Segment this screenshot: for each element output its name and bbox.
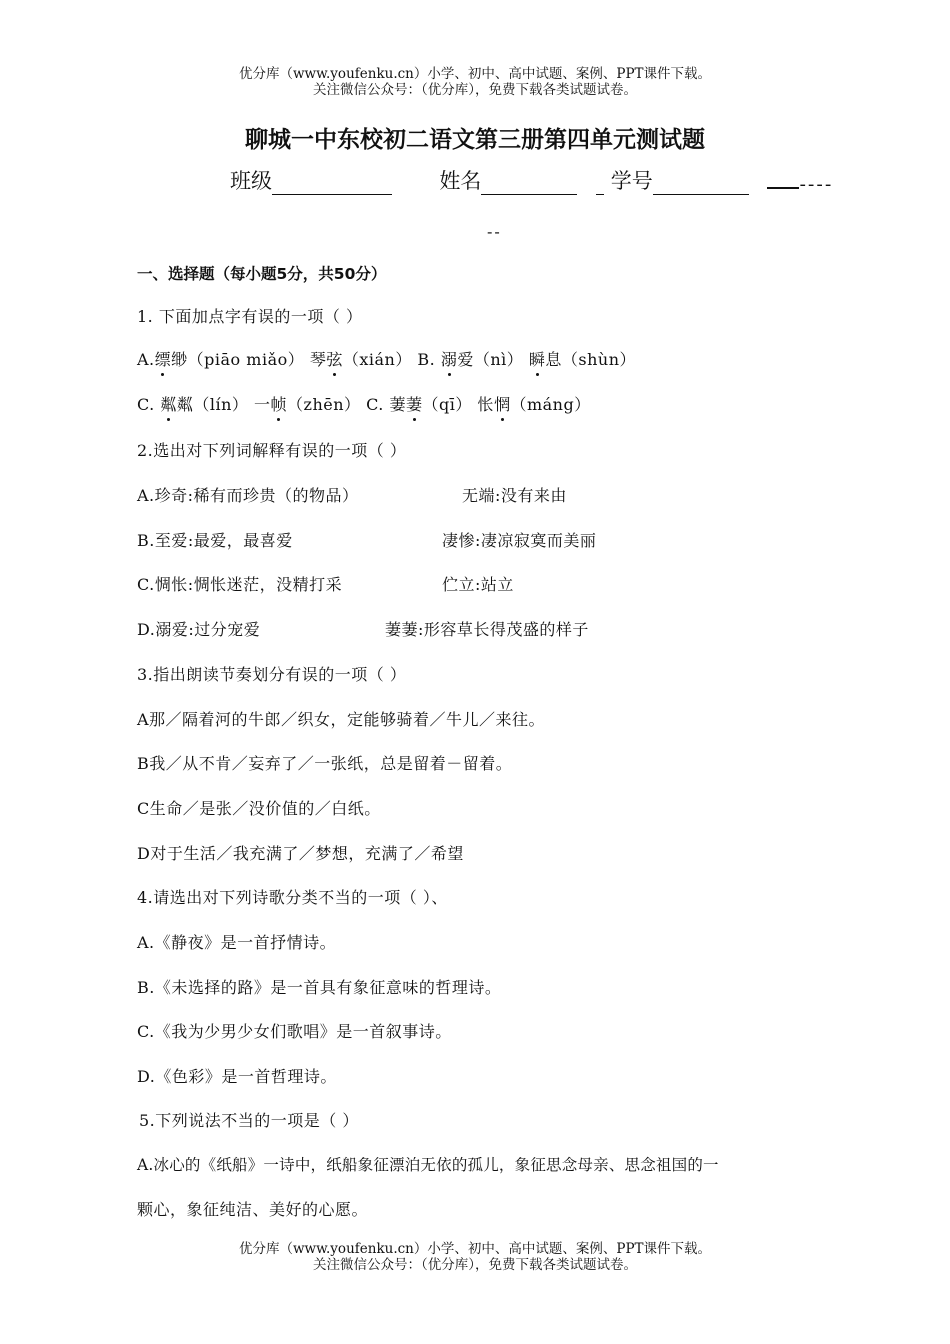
q1-text: C.	[137, 395, 161, 414]
id-label: 学号	[610, 169, 653, 193]
q2-option-a	[137, 483, 567, 506]
q1-text: （xián） B.	[342, 350, 441, 369]
q1-options-ab	[137, 347, 636, 370]
q1-text: A.	[137, 350, 155, 369]
q1-stem: 1. 下面加点字有误的一项（ ）	[137, 307, 363, 326]
q3-option-b: B我／从不肯／妄弃了／一张纸，总是留着－留着。	[137, 754, 513, 773]
header-line-1: 优分库（www.youfenku.cn）小学、初中、高中试题、案例、PPT课件下载。	[238, 66, 712, 82]
name-label: 姓名	[439, 169, 482, 193]
dotted-char: 帧	[271, 392, 288, 415]
q3-stem: 3.指出朗读节奏划分有误的一项（ ）	[137, 665, 407, 684]
dotted-char: 萋	[406, 392, 423, 415]
q4-option-c: C.《我为少男少女们歌唱》是一首叙事诗。	[137, 1022, 452, 1041]
q1-text: （máng）	[510, 395, 591, 414]
q4-option-b: B.《未选择的路》是一首具有象征意味的哲理诗。	[137, 978, 502, 997]
q5-stem: 5.下列说法不当的一项是（ ）	[139, 1111, 359, 1130]
name-field[interactable]	[481, 172, 577, 195]
class-field[interactable]	[272, 172, 392, 195]
dotted-char: 溺	[441, 347, 458, 370]
q2-a-term2: 无端:没有来由	[462, 486, 567, 505]
q1-text: 爱（nì）	[457, 350, 529, 369]
q2-c-term2: 伫立:站立	[442, 575, 514, 594]
q2-d-term: D.溺爱:过分宠爱	[137, 620, 261, 639]
class-label: 班级	[230, 169, 272, 193]
q1-text: 缈（piāo miǎo） 琴	[171, 350, 327, 369]
q2-stem: 2.选出对下列词解释有误的一项（ ）	[137, 441, 407, 460]
q3-option-d: D对于生活／我充满了／梦想，充满了／希望	[137, 844, 464, 863]
section-heading: 一、选择题（每小题5分，共50分）	[137, 265, 387, 283]
dotted-char: 弦	[326, 347, 343, 370]
q3-option-c: C生命／是张／没价值的／白纸。	[137, 799, 381, 818]
q5-option-a-line1: A.冰心的《纸船》一诗中，纸船象征漂泊无依的孤儿，象征思念母亲、思念祖国的一	[137, 1156, 719, 1174]
q1-options-cd	[137, 392, 591, 415]
dotted-char: 惘	[494, 392, 511, 415]
q2-b-term2: 凄惨:凄凉寂寞而美丽	[442, 531, 597, 550]
top-header	[0, 66, 950, 98]
footer-line-1: 优分库（www.youfenku.cn）小学、初中、高中试题、案例、PPT课件下载。	[238, 1241, 712, 1257]
q4-option-a: A.《静夜》是一首抒情诗。	[137, 933, 337, 952]
dotted-char: 粼	[160, 392, 177, 415]
q4-option-d: D.《色彩》是一首哲理诗。	[137, 1067, 337, 1086]
trail-dashes-wrap: --	[487, 222, 502, 241]
q3-option-a: A那／隔着河的牛郎／织女，定能够骑着／牛儿／来往。	[137, 710, 546, 729]
page-title: 聊城一中东校初二语文第三册第四单元测试题	[245, 127, 705, 153]
q2-option-d	[137, 617, 589, 640]
bottom-footer	[0, 1241, 950, 1273]
q2-b-term: B.至爱:最爱，最喜爱	[137, 531, 293, 550]
q2-c-term: C.惆怅:惆怅迷茫，没精打采	[137, 575, 343, 594]
q5-option-a-line2: 颗心，象征纯洁、美好的心愿。	[137, 1200, 369, 1219]
header-line-2: 关注微信公众号：（优分库），免费下载各类试题试卷。	[313, 82, 637, 98]
long-dash	[767, 176, 799, 189]
q2-option-b	[137, 528, 597, 551]
q2-a-term: A.珍奇:稀有而珍贵（的物品）	[137, 486, 359, 505]
footer-line-2: 关注微信公众号：（优分库），免费下载各类试题试卷。	[313, 1257, 637, 1273]
id-field[interactable]	[653, 172, 749, 195]
q1-text: 息（shùn）	[545, 350, 637, 369]
q4-stem: 4.请选出对下列诗歌分类不当的一项（ ）、	[137, 888, 448, 907]
q1-text: （zhēn） C. 萋	[287, 395, 406, 414]
q2-d-term2: 萋萋:形容草长得茂盛的样子	[385, 620, 589, 639]
dotted-char: 瞬	[529, 347, 546, 370]
blank-fragment	[596, 172, 604, 195]
student-info-line	[230, 165, 833, 195]
q1-text: 粼（lín） 一	[176, 395, 271, 414]
q1-text: （qī） 怅	[422, 395, 494, 414]
trail-dashes: ----	[799, 174, 834, 195]
dotted-char: 缥	[155, 347, 172, 370]
q2-option-c	[137, 572, 514, 595]
